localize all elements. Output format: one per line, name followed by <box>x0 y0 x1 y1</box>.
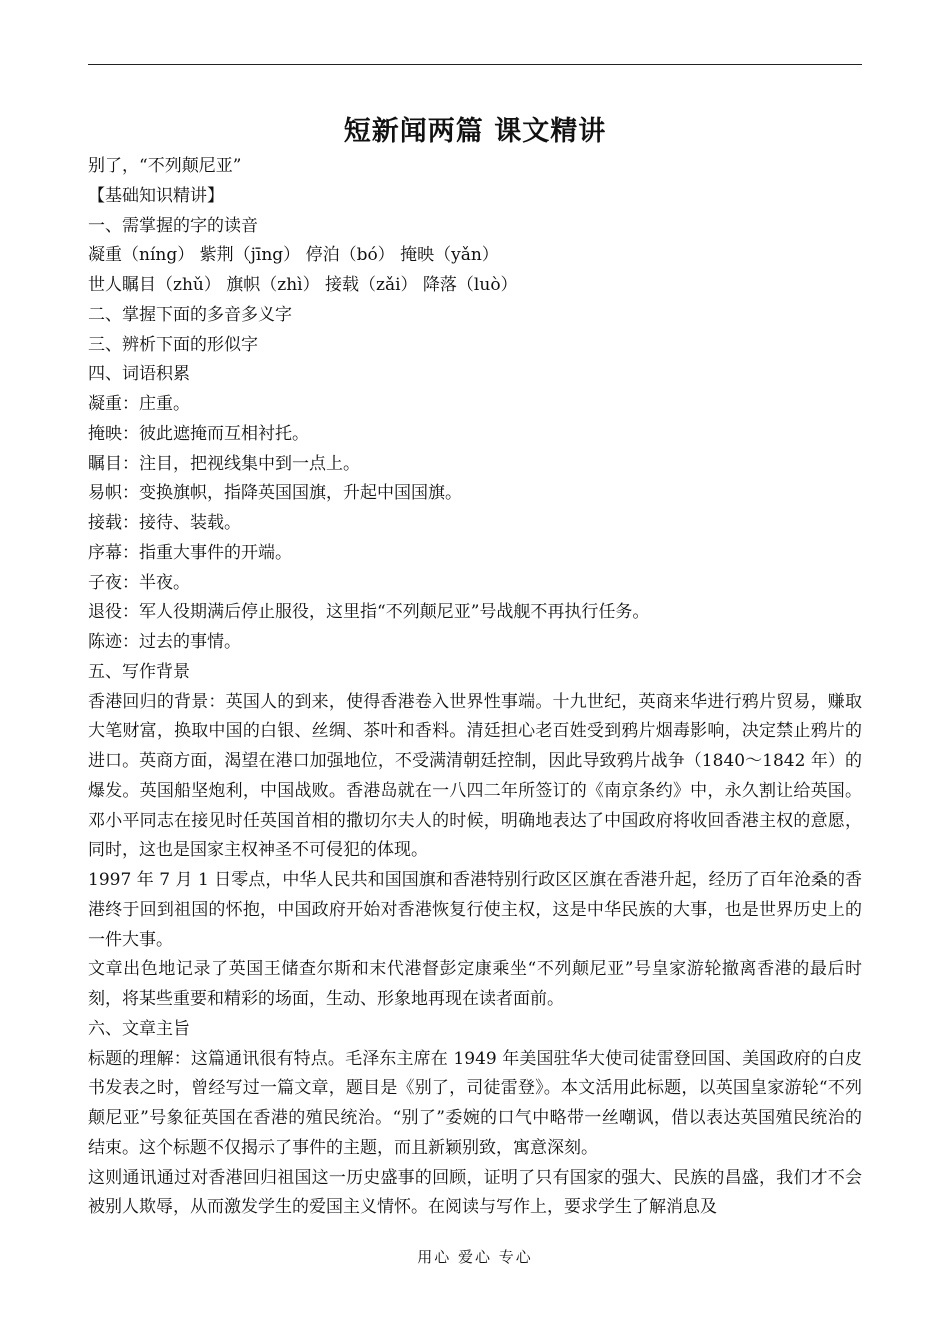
vocab-item: 序幕：指重大事件的开端。 <box>88 542 292 563</box>
section-heading-basic: 【基础知识精讲】 <box>88 185 224 206</box>
vocab-item: 掩映：彼此遮掩而互相衬托。 <box>88 423 309 444</box>
vocab-item: 退役：军人役期满后停止服役，这里指“不列颠尼亚”号战舰不再执行任务。 <box>88 602 650 623</box>
background-paragraph-2: 1997 年 7 月 1 日零点，中华人民共和国国旗和香港特别行政区区旗在香港升起，经历了百年沧桑的香港终于回到祖国的怀抱，中国政府开始对香港恢复行使主权，这是中华民族的大事，也是世界历史上的一件大事。 <box>88 870 862 950</box>
theme-paragraph-2: 这则通讯通过对香港回归祖国这一历史盛事的回顾，证明了只有国家的强大、民族的昌盛，我们才不会被别人欺辱，从而激发学生的爱国主义情怀。在阅读与写作上，要求学生了解消息及 <box>88 1167 862 1218</box>
vocab-item: 接载：接待、装载。 <box>88 513 241 533</box>
page-footer: 用心 爱心 专心 <box>417 1248 533 1266</box>
article-subtitle: 别了，“不列颠尼亚” <box>88 156 242 176</box>
document-body <box>88 152 862 1223</box>
vocab-item: 子夜：半夜。 <box>88 572 190 593</box>
theme-paragraph-1: 标题的理解：这篇通讯很有特点。毛泽东主席在 1949 年美国驻华大使司徒雷登回国、美国政府的白皮书发表之时，曾经写过一篇文章，题目是《别了，司徒雷登》。本文活用此标题，以英国皇家游轮“不列颠尼亚”号象征英国在香港的殖民统治。“别了”委婉的口气中略带一丝嘲讽，借以表达英国殖民统治的结束。这个标题不仅揭示了事件的主题，而且新颖别致，寓意深刻。 <box>88 1048 862 1158</box>
pronunciation-line-2: 世人瞩目（zhǔ） 旗帜（zhì） 接载（zǎi） 降落（luò） <box>88 275 518 295</box>
vocab-item: 易帜：变换旗帜，指降英国国旗，升起中国国旗。 <box>88 483 462 504</box>
heading-theme: 六、文章主旨 <box>88 1018 190 1039</box>
vocab-item: 瞩目：注目，把视线集中到一点上。 <box>88 453 360 474</box>
heading-pronunciation: 一、需掌握的字的读音 <box>88 215 258 236</box>
heading-background: 五、写作背景 <box>88 661 190 682</box>
heading-polyphones: 二、掌握下面的多音多义字 <box>88 304 292 325</box>
header-rule <box>88 64 862 65</box>
pronunciation-line-1: 凝重（níng） 紫荆（jīng） 停泊（bó） 掩映（yǎn） <box>88 245 499 266</box>
background-paragraph-1: 香港回归的背景：英国人的到来，使得香港卷入世界性事端。十九世纪，英商来华进行鸦片贸易，赚取大笔财富，换取中国的白银、丝绸、茶叶和香料。清廷担心老百姓受到鸦片烟毒影响，决定禁止鸦片的进口。英商方面，渴望在港口加强地位，不受满清朝廷控制，因此导致鸦片战争（1840～1842 年）的爆发。英国船坚炮利，中国战败。香港岛就在一八四二年所签订的《南京条约》中，永久割让给英国。邓小平同志在接见时任英国首相的撒切尔夫人的时候，明确地表达了中国政府将收回香港主权的意愿，同时，这也是国家主权神圣不可侵犯的体现。 <box>88 691 862 861</box>
vocab-item: 凝重：庄重。 <box>88 394 190 414</box>
heading-vocabulary: 四、词语积累 <box>88 364 190 385</box>
vocab-item: 陈迹：过去的事情。 <box>88 632 241 652</box>
background-paragraph-3: 文章出色地记录了英国王储查尔斯和末代港督彭定康乘坐“不列颠尼亚”号皇家游轮撤离香港的最后时刻，将某些重要和精彩的场面，生动、形象地再现在读者面前。 <box>88 959 862 1009</box>
heading-similar-characters: 三、辨析下面的形似字 <box>88 334 258 355</box>
document-title: 短新闻两篇 课文精讲 <box>343 116 607 147</box>
